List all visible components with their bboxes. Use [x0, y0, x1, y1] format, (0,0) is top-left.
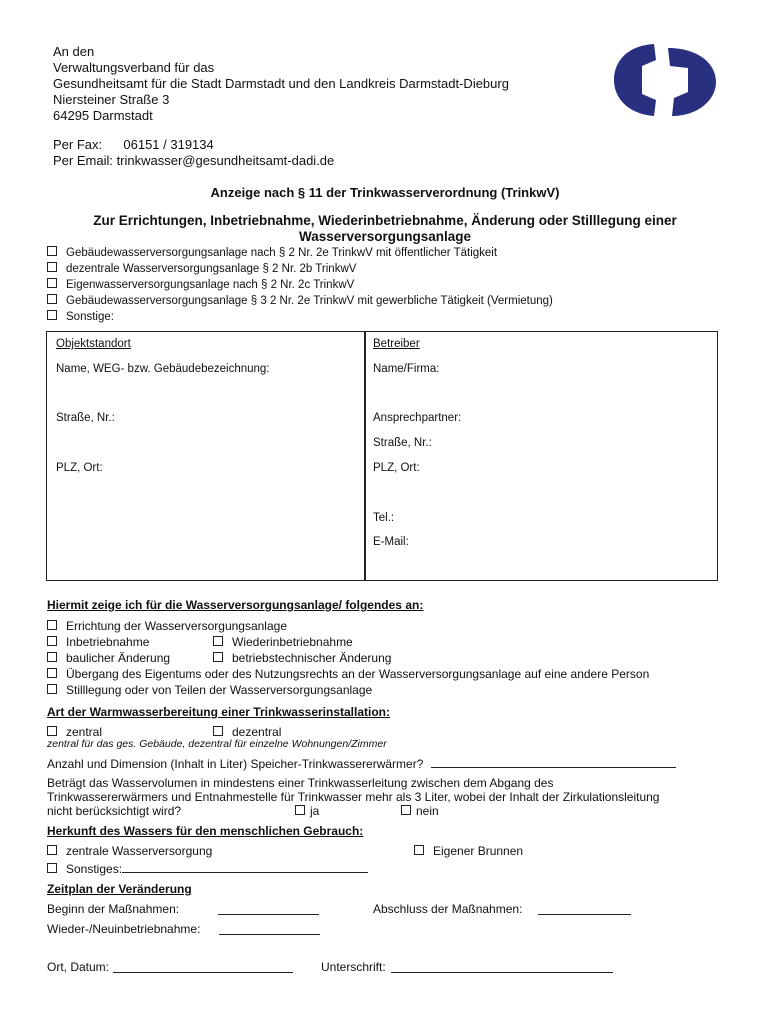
notice-option-label: betriebstechnischer Änderung — [232, 651, 392, 665]
checkbox[interactable] — [213, 726, 223, 736]
volume-question — [47, 776, 659, 818]
notice-option-stilllegung[interactable] — [47, 683, 372, 697]
option-label: zentrale Wasserversorgung — [66, 844, 213, 858]
abschluss-label: Abschluss der Maßnahmen: — [373, 902, 523, 916]
beginn-input[interactable] — [218, 904, 319, 915]
speicher-question-label: Anzahl und Dimension (Inhalt in Liter) Speicher-Trinkwassererwärmer? — [47, 757, 424, 771]
zeitplan-heading: Zeitplan der Veränderung — [47, 882, 192, 896]
checkbox[interactable] — [47, 636, 57, 646]
checkbox[interactable] — [47, 726, 57, 736]
notice-option-label: Wiederinbetriebnahme — [232, 635, 353, 649]
table-divider — [364, 332, 366, 580]
checkbox[interactable] — [213, 652, 223, 662]
speicher-input[interactable] — [431, 757, 676, 768]
warmwasser-zentral[interactable] — [47, 725, 102, 739]
notice-option-errichtung[interactable] — [47, 619, 287, 633]
volume-nein[interactable] — [401, 804, 439, 818]
herkunft-zentrale[interactable] — [47, 844, 212, 858]
anlage-option-label: Eigenwasserversorgungsanlage nach § 2 Nr. 2c TrinkwV — [66, 279, 355, 291]
volume-question-line: Trinkwassererwärmers und Entnahmestelle für Trinkwasser mehr als 3 Liter, wobei der Inhalt der Zirkulationsleitung — [47, 790, 660, 804]
option-label: zentral — [66, 725, 103, 739]
herkunft-brunnen[interactable] — [414, 844, 523, 858]
operator-contact-field[interactable]: Ansprechpartner: — [373, 412, 462, 424]
checkbox[interactable] — [295, 805, 305, 815]
notice-option-baulich[interactable] — [47, 651, 170, 665]
checkbox[interactable] — [47, 294, 57, 304]
volume-ja[interactable] — [295, 804, 319, 818]
volume-question-line: Beträgt das Wasservolumen in mindestens einer Trinkwasserleitung zwischen dem Abgang des — [47, 776, 554, 790]
warmwasser-heading: Art der Warmwasserbereitung einer Trinkwasserinstallation: — [47, 705, 390, 719]
checkbox[interactable] — [401, 805, 411, 815]
subtitle-line-2: Wasserversorgungsanlage — [298, 229, 472, 244]
notice-option-inbetrieb[interactable] — [47, 635, 149, 649]
checkbox[interactable] — [47, 310, 57, 320]
option-label: nein — [416, 804, 439, 818]
address-block — [53, 44, 509, 124]
anlage-option[interactable] — [47, 262, 356, 276]
operator-email-field[interactable]: E-Mail: — [373, 536, 409, 548]
anlage-option[interactable] — [47, 246, 497, 260]
anlage-option[interactable] — [47, 294, 553, 308]
warmwasser-dezentral[interactable] — [213, 725, 281, 739]
checkbox[interactable] — [47, 684, 57, 694]
checkbox[interactable] — [213, 636, 223, 646]
abschluss-input[interactable] — [538, 904, 631, 915]
location-operator-table — [46, 331, 718, 581]
herkunft-heading: Herkunft des Wassers für den menschlichen Gebrauch: — [47, 824, 364, 838]
notice-option-uebergang[interactable] — [47, 667, 649, 681]
notice-option-label: Inbetriebnahme — [66, 635, 150, 649]
object-plz-field[interactable]: PLZ, Ort: — [56, 462, 103, 474]
unterschrift-input[interactable] — [391, 962, 613, 973]
option-label: Sonstiges: — [66, 862, 123, 876]
option-label: ja — [310, 804, 320, 818]
notice-option-label: Errichtung der Wasserversorgungsanlage — [66, 619, 287, 633]
fax-label: Per Fax: — [53, 137, 103, 152]
checkbox[interactable] — [47, 863, 57, 873]
warmwasser-note: zentral für das ges. Gebäude, dezentral für einzelne Wohnungen/Zimmer — [47, 738, 387, 750]
betreiber-heading: Betreiber — [373, 338, 420, 350]
checkbox[interactable] — [47, 620, 57, 630]
objektstandort-heading: Objektstandort — [56, 338, 131, 350]
checkbox[interactable] — [47, 262, 57, 272]
speicher-question — [47, 757, 676, 771]
ort-datum-input[interactable] — [113, 962, 293, 973]
fax-number: 06151 / 319134 — [123, 137, 214, 152]
checkbox[interactable] — [47, 845, 57, 855]
object-street-field[interactable]: Straße, Nr.: — [56, 412, 115, 424]
checkbox[interactable] — [414, 845, 424, 855]
option-label: Eigener Brunnen — [433, 844, 524, 858]
herkunft-sonstiges[interactable] — [47, 862, 368, 876]
notice-option-wiederinbetrieb[interactable] — [213, 635, 353, 649]
checkbox[interactable] — [47, 278, 57, 288]
sonstiges-input[interactable] — [122, 862, 368, 873]
object-name-field[interactable]: Name, WEG- bzw. Gebäudebezeichnung: — [56, 363, 270, 375]
anlage-option[interactable] — [47, 278, 354, 292]
option-label: dezentral — [232, 725, 282, 739]
anlage-option[interactable] — [47, 310, 114, 324]
operator-plz-field[interactable]: PLZ, Ort: — [373, 462, 420, 474]
anlage-option-label: Gebäudewasserversorgungsanlage nach § 2 Nr. 2e TrinkwV mit öffentlicher Tätigkeit — [66, 247, 498, 259]
beginn-label: Beginn der Maßnahmen: — [47, 902, 180, 916]
fax-line — [53, 137, 214, 152]
volume-question-line: nicht berücksichtigt wird? — [47, 804, 182, 818]
ort-datum-label: Ort, Datum: — [47, 960, 110, 974]
notice-heading: Hiermit zeige ich für die Wasserversorgungsanlage/ folgendes an: — [47, 598, 424, 612]
address-line: Gesundheitsamt für die Stadt Darmstadt und den Landkreis Darmstadt-Dieburg — [53, 76, 509, 91]
notice-option-label: Übergang des Eigentums oder des Nutzungsrechts an der Wasserversorgungsanlage auf eine andere Person — [66, 667, 650, 681]
address-line: Verwaltungsverband für das — [53, 60, 215, 75]
email-line: Per Email: trinkwasser@gesundheitsamt-dadi.de — [53, 153, 335, 168]
checkbox[interactable] — [47, 652, 57, 662]
wieder-input[interactable] — [219, 924, 320, 935]
unterschrift-label: Unterschrift: — [321, 960, 386, 974]
anlage-option-label: Gebäudewasserversorgungsanlage § 3 2 Nr. 2e TrinkwV mit gewerbliche Tätigkeit (Vermietung) — [66, 295, 553, 307]
anlage-option-label: dezentrale Wasserversorgungsanlage § 2 Nr. 2b TrinkwV — [66, 263, 357, 275]
anlage-option-label: Sonstige: — [66, 311, 114, 323]
address-line: An den — [53, 44, 95, 59]
notice-option-betriebstechnisch[interactable] — [213, 651, 391, 665]
wieder-label: Wieder-/Neuinbetriebnahme: — [47, 922, 201, 936]
notice-option-label: baulicher Änderung — [66, 651, 171, 665]
page-title: Anzeige nach § 11 der Trinkwasserverordnung (TrinkwV) — [210, 185, 560, 200]
gesundheitsamt-logo-icon — [612, 42, 718, 118]
checkbox[interactable] — [47, 668, 57, 678]
subtitle-line-1: Zur Errichtungen, Inbetriebnahme, Wiederinbetriebnahme, Änderung oder Stilllegung einer — [93, 213, 677, 228]
notice-option-label: Stilllegung oder von Teilen der Wasserversorgungsanlage — [66, 683, 373, 697]
operator-street-field[interactable]: Straße, Nr.: — [373, 437, 432, 449]
address-line: 64295 Darmstadt — [53, 108, 153, 123]
checkbox[interactable] — [47, 246, 57, 256]
address-line: Niersteiner Straße 3 — [53, 92, 170, 107]
operator-tel-field[interactable]: Tel.: — [373, 512, 395, 524]
operator-name-field[interactable]: Name/Firma: — [373, 363, 440, 375]
